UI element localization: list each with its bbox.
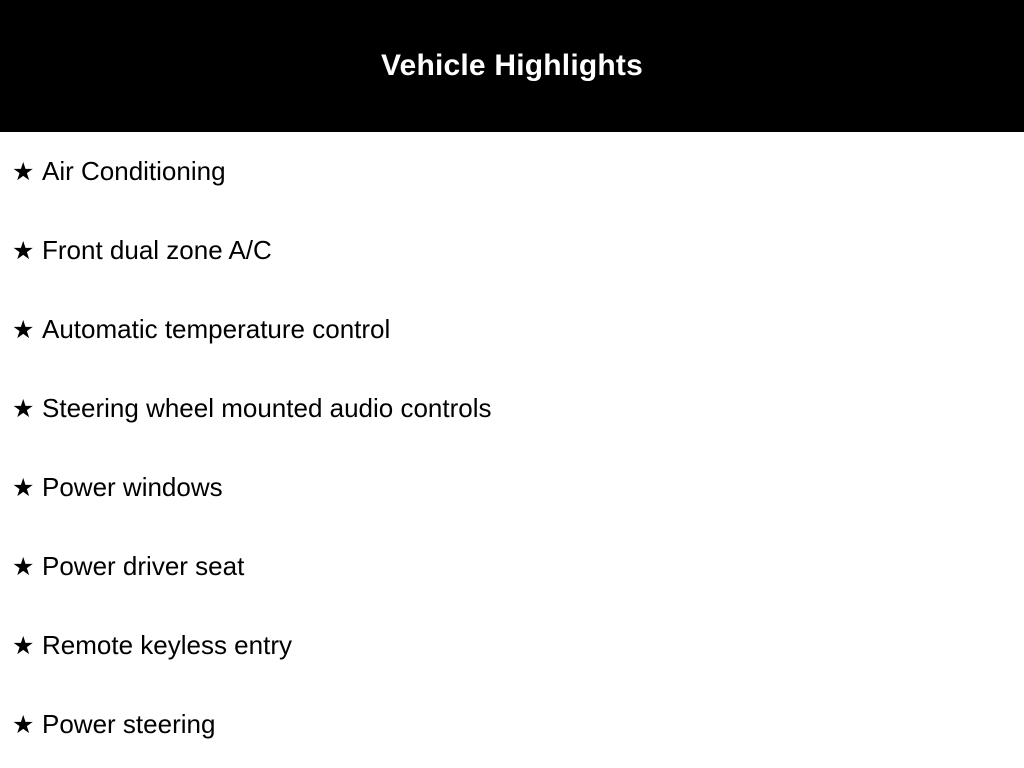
star-icon: ★: [12, 710, 35, 739]
list-item-label: Power windows: [42, 472, 223, 502]
list-item-label: Air Conditioning: [42, 156, 226, 186]
list-item-label: Power driver seat: [42, 551, 245, 581]
list-item: [0, 369, 1024, 448]
list-item: [0, 685, 1024, 764]
star-icon: ★: [12, 157, 35, 186]
list-item-label: Front dual zone A/C: [42, 235, 272, 265]
page-header: [0, 0, 1024, 132]
star-icon: ★: [12, 552, 35, 581]
list-item-label: Steering wheel mounted audio controls: [42, 393, 492, 423]
vehicle-highlights-list: [0, 132, 1024, 764]
star-icon: ★: [12, 394, 35, 423]
star-icon: ★: [12, 236, 35, 265]
list-item: [0, 606, 1024, 685]
list-item: [0, 527, 1024, 606]
page-title: Vehicle Highlights: [381, 49, 643, 82]
list-item-label: Power steering: [42, 709, 216, 739]
star-icon: ★: [12, 473, 35, 502]
list-item: [0, 290, 1024, 369]
list-item: [0, 132, 1024, 211]
star-icon: ★: [12, 315, 35, 344]
list-item-label: Automatic temperature control: [42, 314, 391, 344]
list-item: [0, 448, 1024, 527]
star-icon: ★: [12, 631, 35, 660]
list-item: [0, 211, 1024, 290]
list-item-label: Remote keyless entry: [42, 630, 292, 660]
